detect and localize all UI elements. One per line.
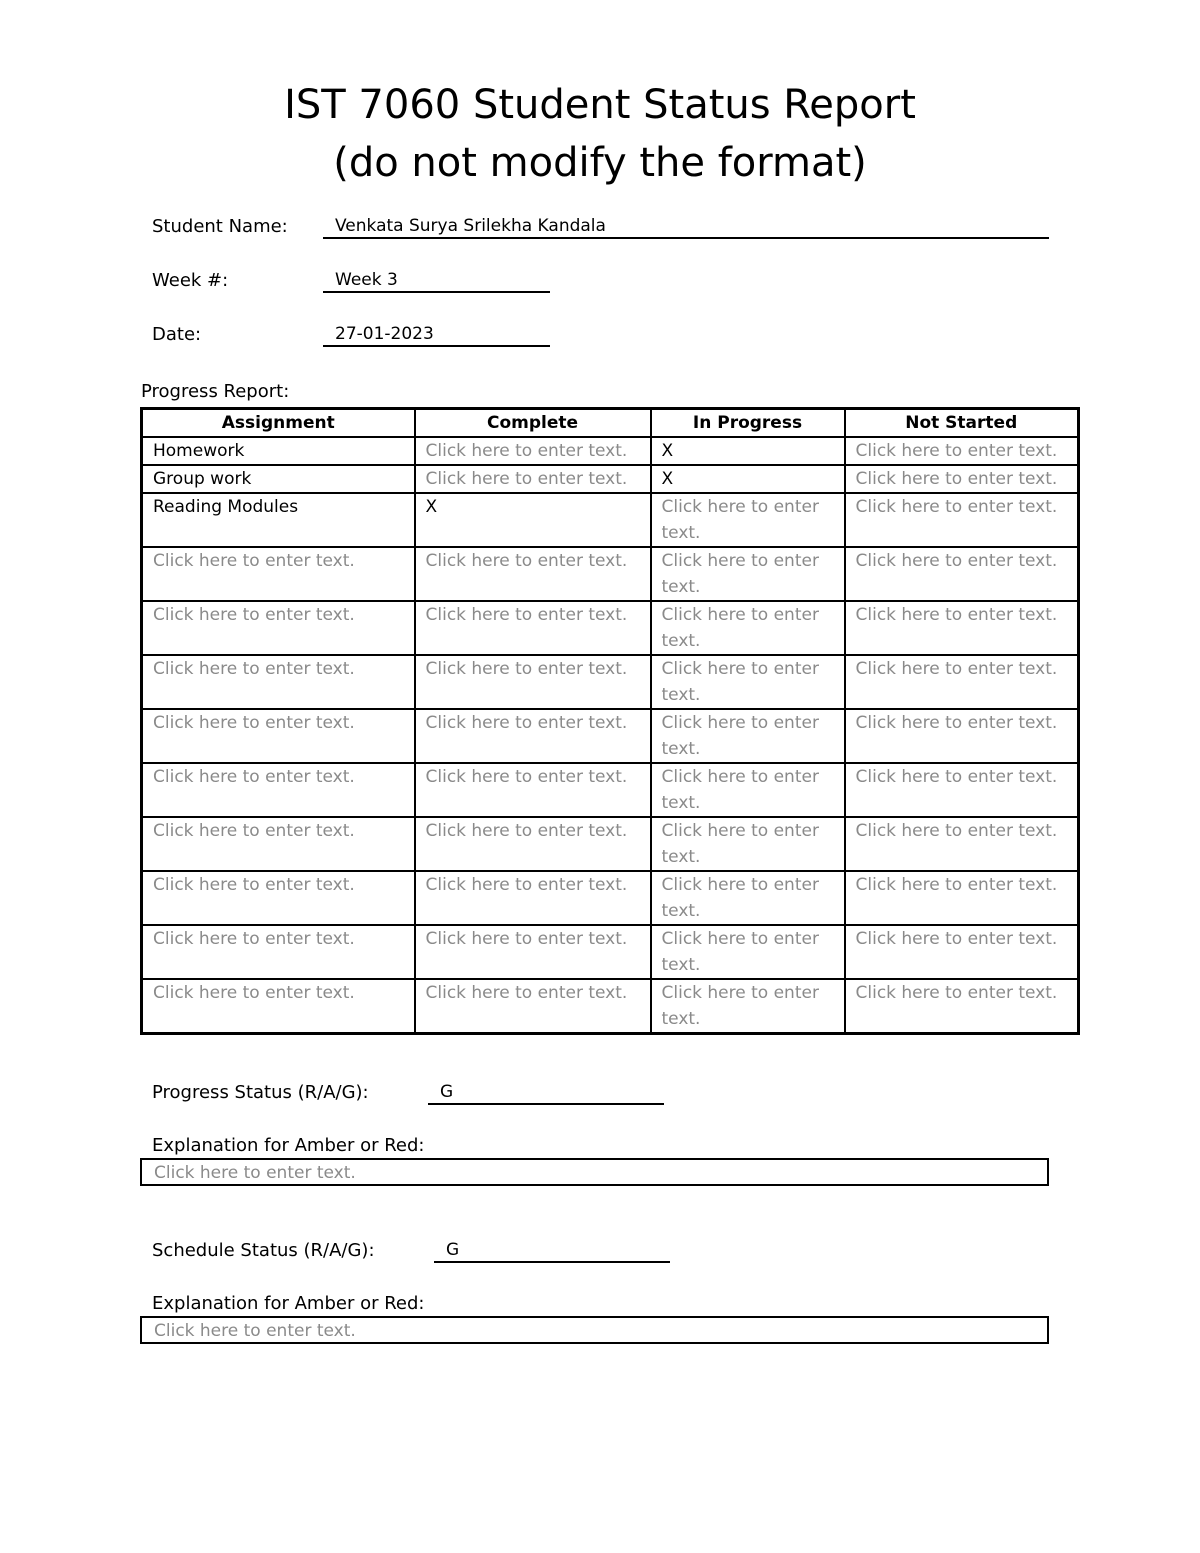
cell-not-started[interactable]: Click here to enter text. — [845, 601, 1079, 655]
table-row — [142, 817, 1079, 871]
cell-complete[interactable]: Click here to enter text. — [415, 871, 651, 925]
progress-status-label: Progress Status (R/A/G): — [152, 1082, 369, 1103]
cell-assignment[interactable]: Click here to enter text. — [142, 655, 415, 709]
table-row — [142, 763, 1079, 817]
cell-in-progress[interactable]: Click here to enter text. — [651, 925, 845, 979]
schedule-status-field[interactable]: G — [434, 1239, 670, 1263]
table-row — [142, 655, 1079, 709]
cell-in-progress[interactable]: Click here to enter text. — [651, 709, 845, 763]
header-not-started: Not Started — [845, 409, 1079, 438]
cell-in-progress[interactable]: Click here to enter text. — [651, 979, 845, 1034]
cell-in-progress[interactable]: X — [651, 465, 845, 493]
table-row — [142, 871, 1079, 925]
student-name-label: Student Name: — [152, 216, 288, 237]
cell-assignment[interactable]: Click here to enter text. — [142, 763, 415, 817]
cell-complete[interactable]: Click here to enter text. — [415, 655, 651, 709]
cell-in-progress[interactable]: Click here to enter text. — [651, 547, 845, 601]
schedule-explanation-field[interactable]: Click here to enter text. — [140, 1316, 1049, 1344]
week-field[interactable]: Week 3 — [323, 269, 550, 293]
cell-assignment[interactable]: Reading Modules — [142, 493, 415, 547]
table-row — [142, 437, 1079, 465]
cell-assignment[interactable]: Click here to enter text. — [142, 979, 415, 1034]
cell-in-progress[interactable]: Click here to enter text. — [651, 493, 845, 547]
header-assignment: Assignment — [142, 409, 415, 438]
cell-complete[interactable]: Click here to enter text. — [415, 465, 651, 493]
cell-in-progress[interactable]: Click here to enter text. — [651, 655, 845, 709]
week-label: Week #: — [152, 270, 229, 291]
cell-complete[interactable]: Click here to enter text. — [415, 979, 651, 1034]
table-row — [142, 979, 1079, 1034]
date-label: Date: — [152, 324, 202, 345]
cell-complete[interactable]: Click here to enter text. — [415, 547, 651, 601]
cell-in-progress[interactable]: Click here to enter text. — [651, 601, 845, 655]
cell-assignment[interactable]: Click here to enter text. — [142, 817, 415, 871]
cell-assignment[interactable]: Click here to enter text. — [142, 601, 415, 655]
report-title — [0, 76, 1200, 192]
cell-not-started[interactable]: Click here to enter text. — [845, 547, 1079, 601]
cell-assignment[interactable]: Group work — [142, 465, 415, 493]
title-line-1: IST 7060 Student Status Report — [284, 82, 916, 128]
cell-complete[interactable]: Click here to enter text. — [415, 601, 651, 655]
progress-explanation-label: Explanation for Amber or Red: — [152, 1135, 425, 1156]
table-row — [142, 709, 1079, 763]
cell-in-progress[interactable]: Click here to enter text. — [651, 871, 845, 925]
date-field[interactable]: 27-01-2023 — [323, 323, 550, 347]
schedule-status-label: Schedule Status (R/A/G): — [152, 1240, 375, 1261]
cell-assignment[interactable]: Click here to enter text. — [142, 925, 415, 979]
cell-complete[interactable]: Click here to enter text. — [415, 925, 651, 979]
cell-assignment[interactable]: Click here to enter text. — [142, 871, 415, 925]
header-in-progress: In Progress — [651, 409, 845, 438]
cell-in-progress[interactable]: Click here to enter text. — [651, 763, 845, 817]
cell-assignment[interactable]: Click here to enter text. — [142, 709, 415, 763]
cell-not-started[interactable]: Click here to enter text. — [845, 493, 1079, 547]
cell-assignment[interactable]: Homework — [142, 437, 415, 465]
schedule-explanation-label: Explanation for Amber or Red: — [152, 1293, 425, 1314]
table-row — [142, 601, 1079, 655]
title-line-2: (do not modify the format) — [333, 140, 867, 186]
cell-complete[interactable]: Click here to enter text. — [415, 817, 651, 871]
table-row — [142, 493, 1079, 547]
header-complete: Complete — [415, 409, 651, 438]
cell-complete[interactable]: Click here to enter text. — [415, 763, 651, 817]
progress-report-table — [140, 407, 1080, 1035]
table-row — [142, 547, 1079, 601]
cell-in-progress[interactable]: Click here to enter text. — [651, 817, 845, 871]
cell-assignment[interactable]: Click here to enter text. — [142, 547, 415, 601]
cell-not-started[interactable]: Click here to enter text. — [845, 925, 1079, 979]
table-row — [142, 465, 1079, 493]
cell-not-started[interactable]: Click here to enter text. — [845, 655, 1079, 709]
cell-not-started[interactable]: Click here to enter text. — [845, 763, 1079, 817]
cell-complete[interactable]: Click here to enter text. — [415, 709, 651, 763]
student-name-field[interactable]: Venkata Surya Srilekha Kandala — [323, 215, 1049, 239]
table-row — [142, 925, 1079, 979]
cell-complete[interactable]: X — [415, 493, 651, 547]
progress-status-field[interactable]: G — [428, 1081, 664, 1105]
cell-not-started[interactable]: Click here to enter text. — [845, 465, 1079, 493]
cell-not-started[interactable]: Click here to enter text. — [845, 871, 1079, 925]
progress-explanation-field[interactable]: Click here to enter text. — [140, 1158, 1049, 1186]
cell-not-started[interactable]: Click here to enter text. — [845, 437, 1079, 465]
cell-not-started[interactable]: Click here to enter text. — [845, 979, 1079, 1034]
cell-not-started[interactable]: Click here to enter text. — [845, 709, 1079, 763]
cell-in-progress[interactable]: X — [651, 437, 845, 465]
cell-not-started[interactable]: Click here to enter text. — [845, 817, 1079, 871]
cell-complete[interactable]: Click here to enter text. — [415, 437, 651, 465]
progress-report-label: Progress Report: — [141, 381, 290, 402]
